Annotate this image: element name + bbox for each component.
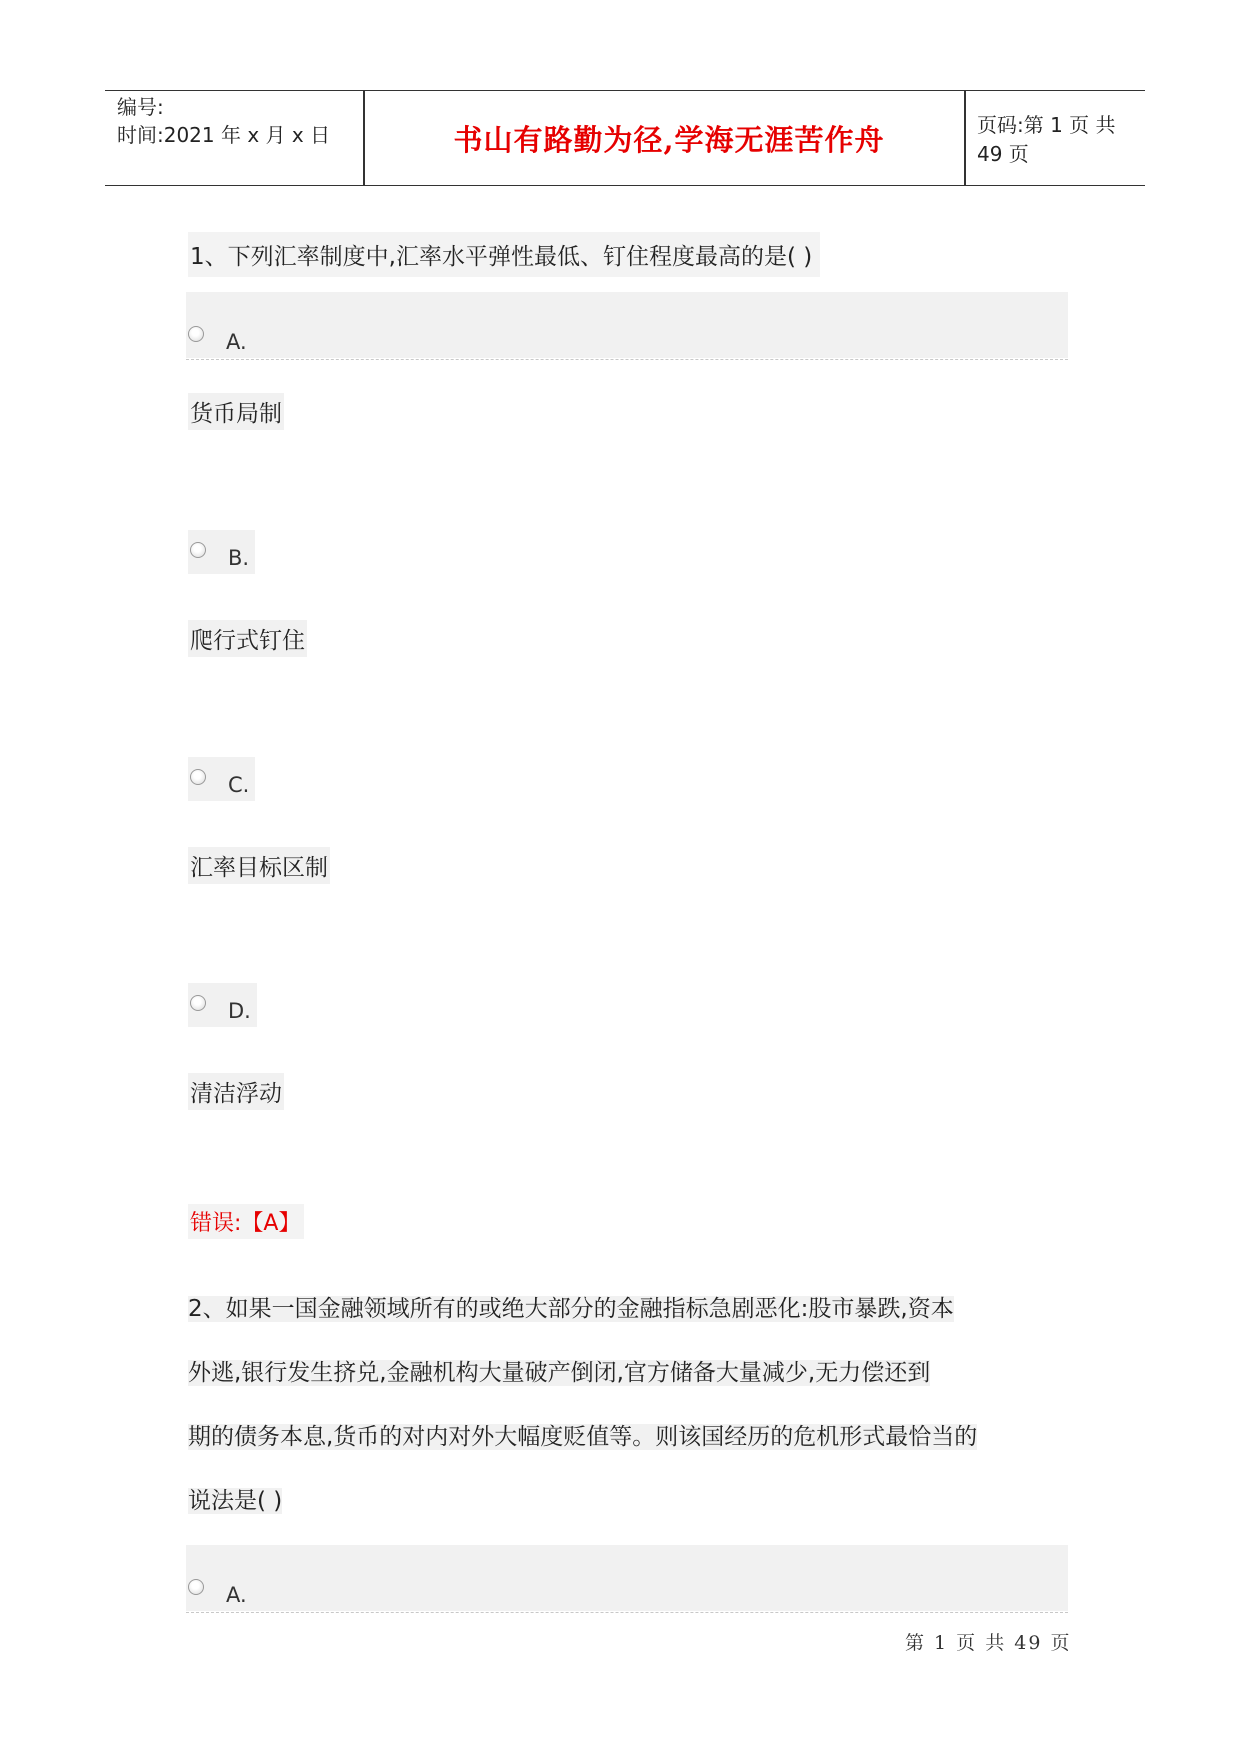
answer-result: 错误:【A】 [188,1204,304,1239]
header-divider [363,91,365,185]
header-divider [964,91,966,185]
question-2-option-a[interactable] [186,1545,1068,1611]
question-1-option-b[interactable] [188,530,255,574]
question-2-line: 说法是( ) [188,1488,283,1514]
option-letter: A. [226,330,247,354]
radio-button-icon[interactable] [188,1579,204,1595]
page-header [105,90,1145,186]
option-d-text: 清洁浮动 [188,1073,284,1110]
page-footer: 第 1 页 共 49 页 [905,1632,1072,1654]
header-page-number: 页码:第 1 页 共 49 页 [977,113,1116,166]
option-letter: C. [228,773,250,797]
option-letter: A. [226,1583,247,1607]
radio-button-icon[interactable] [188,326,204,342]
radio-button-icon[interactable] [190,542,206,558]
question-1-option-a[interactable] [186,292,1068,358]
option-c-text: 汇率目标区制 [188,847,330,884]
question-1-text: 1、下列汇率制度中,汇率水平弹性最低、钉住程度最高的是( ) [188,232,820,277]
question-2-line: 外逃,银行发生挤兑,金融机构大量破产倒闭,官方储备大量减少,无力偿还到 [188,1360,931,1386]
question-2-text [188,1277,1068,1533]
question-2-line: 期的债务本息,货币的对内对外大幅度贬值等。则该国经历的危机形式最恰当的 [188,1424,978,1450]
radio-button-icon[interactable] [190,769,206,785]
document-number-label: 编号: [117,95,164,119]
question-1-option-c[interactable] [188,757,255,801]
option-a-text: 货币局制 [188,393,284,430]
option-b-text: 爬行式钉住 [188,620,307,657]
option-letter: B. [228,546,250,570]
header-meta [117,91,367,185]
question-2-line: 2、如果一国金融领域所有的或绝大部分的金融指标急剧恶化:股市暴跌,资本 [188,1296,954,1322]
header-motto: 书山有路勤为径,学海无涯苦作舟 [453,122,885,157]
document-time-label: 时间:2021 年 x 月 x 日 [117,123,331,147]
option-letter: D. [228,999,251,1023]
question-1-option-d[interactable] [188,983,257,1027]
radio-button-icon[interactable] [190,995,206,1011]
